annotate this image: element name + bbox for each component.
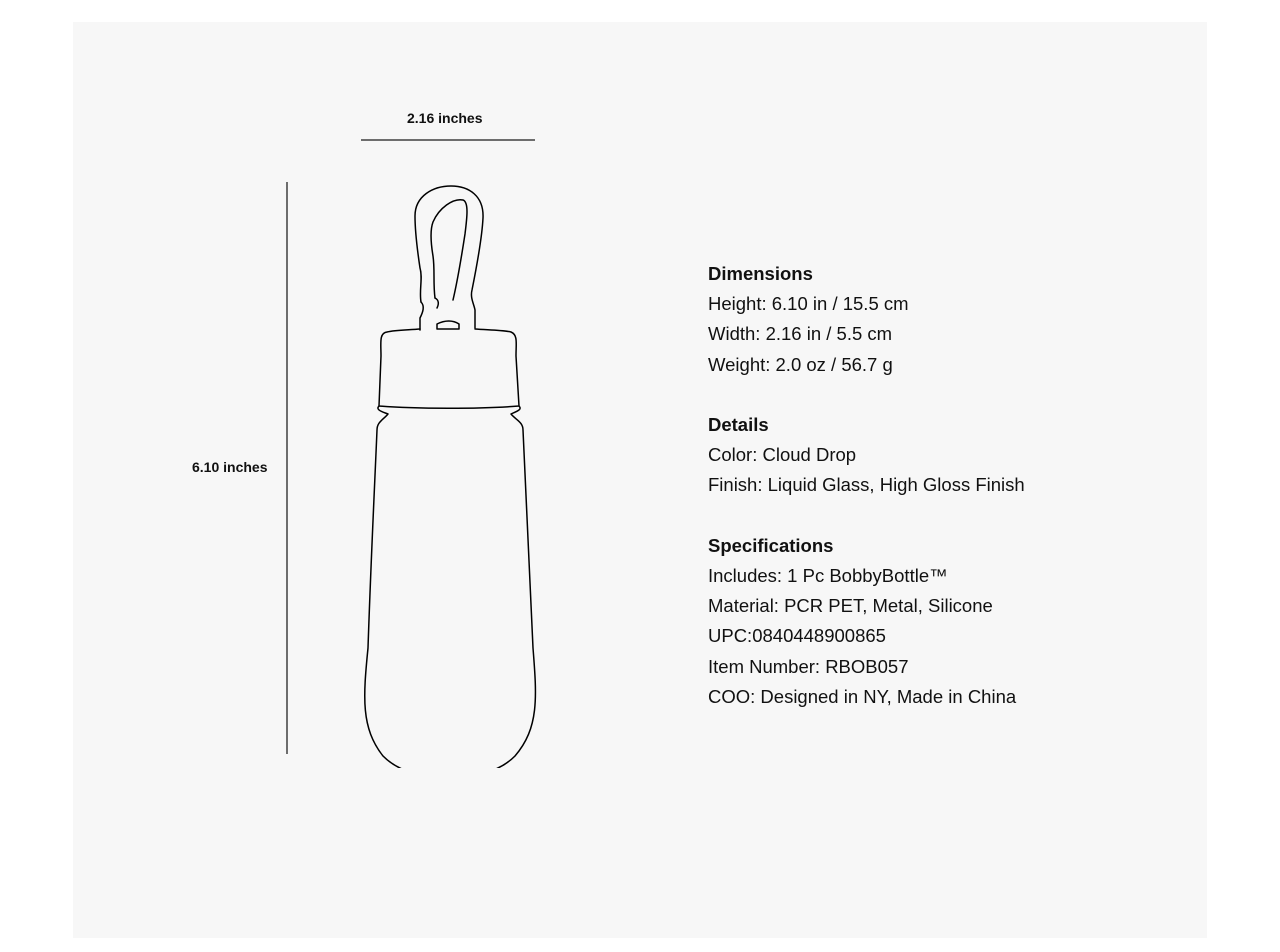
product-spec-panel [73, 22, 1207, 938]
specifications-section [708, 531, 1188, 712]
coo-spec: COO: Designed in NY, Made in China [708, 685, 1017, 707]
specifications-heading: Specifications [708, 534, 834, 556]
width-spec: Width: 2.16 in / 5.5 cm [708, 323, 893, 345]
spec-list [708, 259, 1188, 742]
details-heading: Details [708, 414, 769, 435]
height-dimension-label: 6.10 inches [192, 459, 268, 475]
details-section [708, 410, 1188, 501]
weight-spec: Weight: 2.0 oz / 56.7 g [708, 353, 893, 375]
item-number-spec: Item Number: RBOB057 [708, 655, 909, 677]
width-dimension-label: 2.16 inches [407, 110, 483, 126]
includes-spec: Includes: 1 Pc BobbyBottle™ [708, 565, 948, 586]
height-dimension-line [286, 182, 288, 754]
dimensions-heading: Dimensions [708, 263, 813, 284]
material-spec: Material: PCR PET, Metal, Silicone [708, 595, 993, 617]
height-spec: Height: 6.10 in / 15.5 cm [708, 293, 909, 315]
color-spec: Color: Cloud Drop [708, 444, 857, 466]
finish-spec: Finish: Liquid Glass, High Gloss Finish [708, 474, 1025, 496]
upc-spec: UPC:0840448900865 [708, 625, 886, 647]
dimensions-section [708, 259, 1188, 380]
bottle-outline-drawing [353, 178, 543, 768]
width-dimension-line [361, 139, 535, 141]
